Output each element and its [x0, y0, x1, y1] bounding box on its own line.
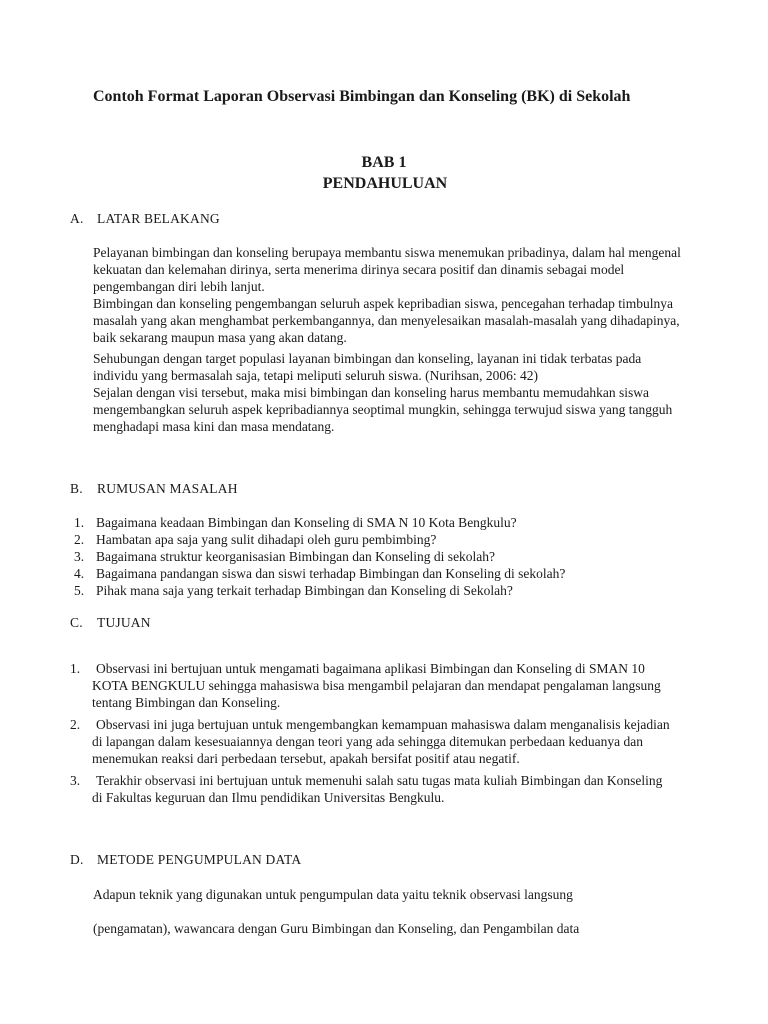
list-item — [70, 514, 690, 531]
section-b-letter: B. — [70, 481, 83, 496]
list-number: 4. — [74, 566, 85, 581]
list-item — [70, 772, 670, 806]
list-text: Pihak mana saja yang terkait terhadap Bimbingan dan Konseling di Sekolah? — [96, 583, 513, 598]
section-d-line-1: Adapun teknik yang digunakan untuk pengumpulan data yaitu teknik observasi langsung — [93, 887, 573, 902]
section-c-heading — [70, 614, 151, 631]
list-text: Bagaimana keadaan Bimbingan dan Konseling di SMA N 10 Kota Bengkulu? — [96, 515, 517, 530]
list-item — [70, 531, 690, 548]
list-text-rest: dan Konseling di Fakultas keguruan dan Ilmu pendidikan Universitas Bengkulu. — [92, 773, 663, 805]
paragraph: Pelayanan bimbingan dan konseling berupaya membantu siswa menemukan pribadinya, dalam hal mengenal kekuatan dan kelemahan dirinya, serta menerima dirinya secara positif dan dinamis sebagai model pengembangan diri lebih lanjut. — [93, 245, 681, 294]
list-number: 2. — [70, 717, 81, 732]
section-c-letter: C. — [70, 615, 83, 630]
list-number: 1. — [74, 515, 85, 530]
paragraph: Sejalan dengan visi tersebut, maka misi bimbingan dan konseling harus membantu memudahkan siswa mengembangkan seluruh aspek kepribadiannya seoptimal mungkin, sehingga terwujud siswa yang tangguh menghadapi masa kini dan masa mendatang. — [93, 385, 673, 434]
section-d-heading — [70, 851, 301, 868]
list-number: 2. — [74, 532, 85, 547]
list-item — [70, 582, 690, 599]
list-text-first: Terakhir observasi ini bertujuan untuk memenuhi salah satu tugas mata kuliah Bimbingan — [96, 773, 581, 788]
list-number: 3. — [74, 549, 85, 564]
section-a-body — [93, 244, 683, 346]
list-number: 5. — [74, 583, 85, 598]
chapter-number: BAB 1 — [361, 154, 407, 171]
section-a-body-2 — [93, 350, 683, 435]
problem-list — [70, 514, 690, 599]
list-item — [70, 548, 690, 565]
section-c-title: TUJUAN — [97, 615, 151, 630]
paragraph: Sehubungan dengan target populasi layanan bimbingan dan konseling, layanan ini tidak terbatas pada individu yang bermasalah saja, tetapi meliputi seluruh siswa. (Nurihsan, 2006: 42) — [93, 351, 642, 383]
objective-list — [70, 660, 670, 811]
list-text-first: Observasi ini bertujuan untuk mengamati bagaimana aplikasi Bimbingan dan Konseling di — [96, 661, 586, 676]
section-d-line-2: (pengamatan), wawancara dengan Guru Bimbingan dan Konseling, dan Pengambilan data — [93, 921, 580, 936]
section-b-heading — [70, 480, 238, 497]
section-a-title: LATAR BELAKANG — [97, 211, 220, 226]
paragraph: Bimbingan dan konseling pengembangan seluruh aspek kepribadian siswa, pencegahan terhadap timbulnya masalah yang akan menghambat perkembangannya, dan menyelesaikan masalah-masalah yang dihadapinya, baik sekarang maupun masa yang akan datang. — [93, 296, 680, 345]
list-number: 3. — [70, 773, 81, 788]
section-d-title: METODE PENGUMPULAN DATA — [97, 852, 302, 867]
list-text: Hambatan apa saja yang sulit dihadapi oleh guru pembimbing? — [96, 532, 437, 547]
list-text-first: Observasi ini juga bertujuan untuk mengembangkan kemampuan mahasiswa dalam — [96, 717, 547, 732]
list-text: Bagaimana struktur keorganisasian Bimbingan dan Konseling di sekolah? — [96, 549, 496, 564]
section-a-heading — [70, 210, 220, 227]
document-title: Contoh Format Laporan Observasi Bimbingan dan Konseling (BK) di Sekolah — [93, 88, 631, 105]
list-number: 1. — [70, 661, 81, 676]
list-text: Bagaimana pandangan siswa dan siswi terhadap Bimbingan dan Konseling di sekolah? — [96, 566, 566, 581]
list-text-rest: SMAN 10 KOTA BENGKULU sehingga mahasiswa bisa mengambil pelajaran dan mendapat pengalaman langsung tentang Bimbingan dan Konseling. — [92, 661, 661, 710]
section-d-letter: D. — [70, 852, 84, 867]
list-item — [70, 660, 670, 711]
list-text-rest: menganalisis kejadian di lapangan dalam kesesuaiannya dengan teori yang ada sehingga ditemukan perbedaan keduanya dan menemukan reaksi dari perbedaan tersebut, apakah bersifat positif atau negatif. — [92, 717, 670, 766]
section-b-title: RUMUSAN MASALAH — [97, 481, 238, 496]
list-item — [70, 565, 690, 582]
chapter-heading — [0, 152, 768, 194]
section-a-letter: A. — [70, 211, 84, 226]
list-item — [70, 716, 670, 767]
chapter-title: PENDAHULUAN — [322, 175, 448, 192]
